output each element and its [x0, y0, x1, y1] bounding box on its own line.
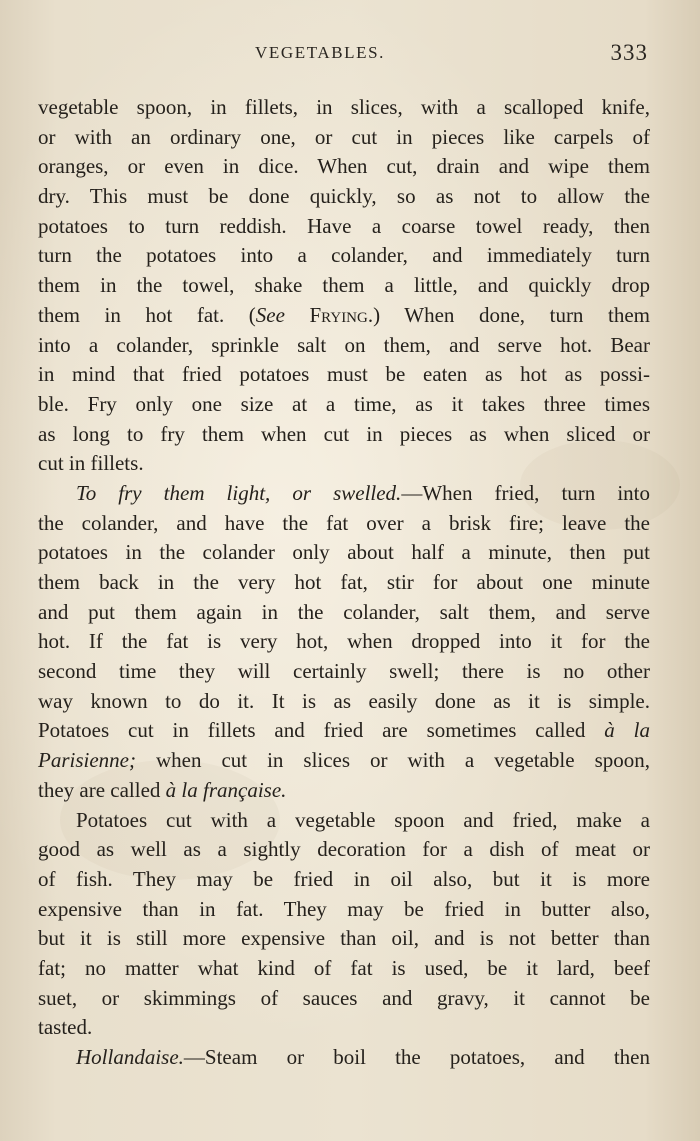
text-line [38, 806, 650, 836]
text-run: second time they will certainly swell; there is no other [38, 659, 650, 684]
text-run: Potatoes cut with a vegetable spoon and fried, make a [76, 807, 650, 832]
text-run: them in hot fat. ( [38, 302, 256, 327]
text-run: cut in fillets. [38, 451, 144, 476]
text-run: vegetable spoon, in fillets, in slices, with a scalloped knife, [38, 95, 650, 119]
italic-text: Hollandaise. [76, 1045, 184, 1069]
text-run: they are called [38, 777, 166, 802]
text-run: them back in the very hot fat, stir for about one minute [38, 570, 650, 594]
text-line [38, 538, 650, 568]
text-run: potatoes in the colander only about half a minute, then put [38, 540, 650, 565]
text-run: but it is still more expensive than oil, and is not better than [38, 926, 650, 951]
text-line [38, 716, 650, 746]
text-line [38, 331, 650, 361]
small-caps-text: Frying [309, 302, 368, 327]
italic-text: See [255, 302, 285, 327]
text-line [38, 449, 650, 479]
text-line [38, 984, 650, 1014]
text-line [38, 657, 650, 687]
text-line [38, 390, 650, 420]
text-run: potatoes to turn reddish. Have a coarse towel ready, then [38, 213, 650, 238]
text-run: tasted. [38, 1015, 93, 1040]
text-run: hot. If the fat is very hot, when dropped into it for the [38, 629, 650, 654]
text-line [38, 301, 650, 331]
page-number: 333 [610, 40, 648, 65]
italic-text: Parisienne; [38, 748, 136, 773]
text-run: good as well as a sightly decoration for a dish of meat or [38, 837, 650, 862]
text-run: —Steam or boil the potatoes, and then [183, 1045, 650, 1069]
text-line [38, 746, 650, 776]
text-line [38, 360, 650, 390]
text-run: into a colander, sprinkle salt on them, and serve hot. Bear [38, 332, 650, 357]
text-run: way known to do it. It is as easily done as it is simple. [38, 688, 650, 713]
text-line [38, 1013, 650, 1043]
text-run [285, 303, 310, 327]
text-run: fat; no matter what kind of fat is used, be it lard, beef [38, 955, 650, 980]
text-run: ble. Fry only one size at a time, as it takes three times [38, 391, 650, 416]
text-line [38, 895, 650, 925]
text-line [38, 924, 650, 954]
text-run: when cut in slices or with a vegetable spoon, [135, 748, 650, 773]
body-text [38, 93, 650, 1073]
text-run: oranges, or even in dice. When cut, drain and wipe them [38, 154, 650, 179]
text-line [38, 568, 650, 598]
text-run: as long to fry them when cut in pieces as when sliced or [38, 421, 650, 446]
text-line [38, 776, 650, 806]
text-line [38, 271, 650, 301]
text-line [38, 835, 650, 865]
text-line [38, 479, 650, 509]
text-run: and put them again in the colander, salt them, and serve [38, 599, 650, 624]
text-line [38, 954, 650, 984]
text-line [38, 241, 650, 271]
text-run: expensive than in fat. They may be fried in butter also, [38, 896, 650, 921]
italic-text: à la [604, 718, 650, 743]
text-line [38, 687, 650, 717]
text-line [38, 1043, 650, 1073]
text-line [38, 212, 650, 242]
text-run: or with an ordinary one, or cut in pieces like carpels of [38, 124, 650, 149]
text-line [38, 93, 650, 123]
text-line [38, 627, 650, 657]
text-run: in mind that fried potatoes must be eaten as hot as possi- [38, 362, 650, 387]
text-run: them in the towel, shake them a little, and quickly drop [38, 273, 650, 298]
text-run: .) When done, turn them [367, 302, 650, 327]
text-run: —When fried, turn into [401, 480, 650, 505]
text-run: of fish. They may be fried in oil also, but it is more [38, 866, 650, 891]
text-run: Potatoes cut in fillets and fried are sometimes called [38, 718, 605, 743]
text-run: dry. This must be done quickly, so as not to allow the [38, 184, 650, 209]
text-line [38, 420, 650, 450]
text-line [38, 509, 650, 539]
text-run: suet, or skimmings of sauces and gravy, it cannot be [38, 985, 650, 1010]
italic-text: To fry them light, or swelled. [76, 480, 402, 505]
text-line [38, 182, 650, 212]
text-run: the colander, and have the fat over a brisk fire; leave the [38, 510, 650, 535]
text-line [38, 865, 650, 895]
running-title: VEGETABLES. [255, 43, 386, 62]
running-head [0, 40, 700, 70]
italic-text: à la française. [165, 777, 287, 802]
text-line [38, 598, 650, 628]
text-run: turn the potatoes into a colander, and immediately turn [38, 243, 650, 268]
text-line [38, 123, 650, 153]
text-line [38, 152, 650, 182]
